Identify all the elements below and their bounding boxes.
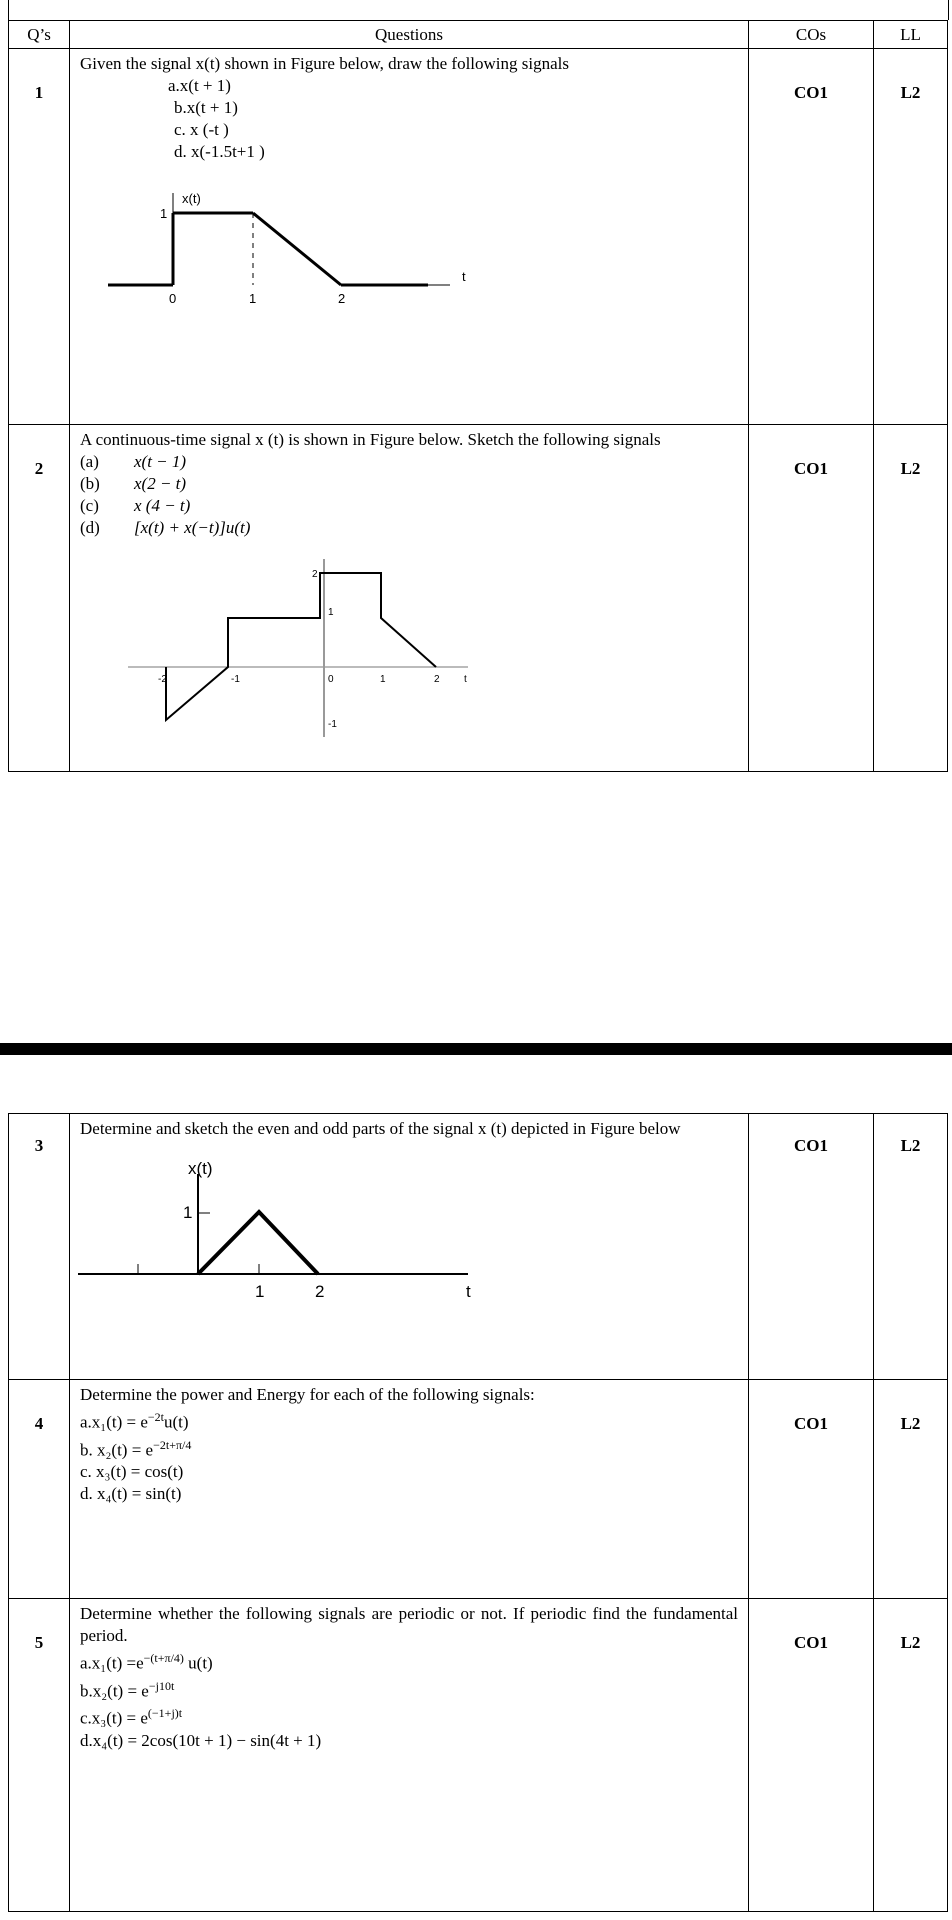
signal-figure-2 xyxy=(98,529,498,749)
sub-item: $a.x_1(t) =e^{-(t+\pi/4)}$ u(t) xyxy=(80,1651,213,1673)
x-tick-label: 1 xyxy=(249,291,257,306)
question-text: A continuous-time signal x (t) is shown in Figure below. Sketch the following signals xyxy=(80,430,661,449)
table-header xyxy=(9,21,948,49)
sub-item-expr: x (4 − t) xyxy=(134,496,191,515)
question-row-1 xyxy=(9,49,948,425)
sub-item-expr: [x(t) + x(−t)]u(t) xyxy=(134,518,251,537)
y-tick-label: 1 xyxy=(183,1203,193,1222)
question-content xyxy=(70,1380,749,1599)
signal-figure-1 xyxy=(98,173,498,323)
question-number: 4 xyxy=(9,1380,70,1599)
question-content xyxy=(70,49,749,425)
questions-table-page2 xyxy=(8,1113,948,1912)
y-axis-label: x(t) xyxy=(188,1159,213,1178)
ll-value: L2 xyxy=(874,49,948,425)
sub-item: b. $x_2(t) = e^{-2t+\pi/4}$ xyxy=(80,1437,192,1460)
co-value: CO1 xyxy=(749,1114,874,1380)
question-number: 2 xyxy=(9,425,70,772)
sub-item-tag: (a) xyxy=(80,452,99,471)
sub-item xyxy=(80,473,250,495)
sub-item: $c.x_3(t) = e^{(-1+j)t}$ xyxy=(80,1706,183,1728)
y-tick-label: 1 xyxy=(328,607,334,618)
x-tick-label: 0 xyxy=(169,291,177,306)
question-row-3 xyxy=(9,1114,948,1380)
x-tick-label: 2 xyxy=(338,291,346,306)
top-border xyxy=(8,0,949,20)
sub-item-expr: x(2 − t) xyxy=(134,474,187,493)
x-axis-label: t xyxy=(462,269,466,284)
questions-table-page1 xyxy=(8,20,948,772)
co-value: CO1 xyxy=(749,1599,874,1912)
sub-item-expr: x(t − 1) xyxy=(134,452,187,471)
co-value: CO1 xyxy=(749,425,874,772)
ll-value: L2 xyxy=(874,1599,948,1912)
sub-item: d. x(-1.5t+1 ) xyxy=(174,142,265,161)
sub-item: d. x₄(t) = sin(t) xyxy=(80,1484,182,1504)
question-text: Determine and sketch the even and odd parts of the signal x (t) depicted in Figure below xyxy=(80,1119,681,1138)
sub-item: $a.x_1(t) = e^{-2t}u(t)$ xyxy=(80,1410,189,1432)
y-tick-label: 1 xyxy=(160,206,168,221)
header-ll: LL xyxy=(874,21,948,49)
sub-item: a.x(t + 1) xyxy=(168,76,231,95)
question-number: 5 xyxy=(9,1599,70,1912)
x-tick-label: 1 xyxy=(380,674,386,685)
co-value: CO1 xyxy=(749,49,874,425)
question-row-2 xyxy=(9,425,948,772)
question-content xyxy=(70,1114,749,1380)
header-cos: COs xyxy=(749,21,874,49)
x-axis-label: t xyxy=(464,674,467,685)
y-tick-label: -1 xyxy=(328,719,337,730)
header-q: Q’s xyxy=(9,21,70,49)
question-number: 3 xyxy=(9,1114,70,1380)
sub-item-tag: (b) xyxy=(80,474,100,493)
sub-item: d.x₄(t) = 2cos(10t + 1) − sin(4t + 1) xyxy=(80,1730,322,1750)
x-tick-label: -2 xyxy=(158,674,167,685)
question-row-4 xyxy=(9,1380,948,1599)
sub-item xyxy=(80,451,250,473)
question-content xyxy=(70,1599,749,1912)
x-tick-label: 0 xyxy=(328,674,334,685)
question-text: Given the signal x(t) shown in Figure below, draw the following signals xyxy=(80,54,569,73)
sub-item-tag: (c) xyxy=(80,496,99,515)
sub-item: c. x (-t ) xyxy=(174,120,229,139)
ll-value: L2 xyxy=(874,425,948,772)
sub-item: b.x(t + 1) xyxy=(174,98,238,117)
page-separator xyxy=(0,1043,952,1055)
ll-value: L2 xyxy=(874,1114,948,1380)
x-tick-label: -1 xyxy=(231,674,240,685)
ll-value: L2 xyxy=(874,1380,948,1599)
signal-figure-3 xyxy=(78,1144,498,1314)
x-tick-label: 2 xyxy=(315,1282,325,1301)
co-value: CO1 xyxy=(749,1380,874,1599)
question-text: Determine whether the following signals are periodic or not. If periodic find the fundamental period. xyxy=(80,1604,738,1645)
sub-item xyxy=(80,495,250,517)
question-content xyxy=(70,425,749,772)
question-text: Determine the power and Energy for each of the following signals: xyxy=(80,1385,535,1404)
y-axis-label: x(t) xyxy=(182,191,201,206)
x-axis-label: t xyxy=(466,1282,471,1301)
question-number: 1 xyxy=(9,49,70,425)
question-row-5 xyxy=(9,1599,948,1912)
sub-item-tag: (d) xyxy=(80,518,100,537)
header-questions: Questions xyxy=(70,21,749,49)
sub-item: c. x₃(t) = cos(t) xyxy=(80,1462,184,1482)
sub-item: $b.x_2(t) = e^{-j10t}$ xyxy=(80,1678,175,1701)
x-tick-label: 1 xyxy=(255,1282,265,1301)
x-tick-label: 2 xyxy=(434,674,440,685)
y-tick-label: 2 xyxy=(312,569,318,580)
